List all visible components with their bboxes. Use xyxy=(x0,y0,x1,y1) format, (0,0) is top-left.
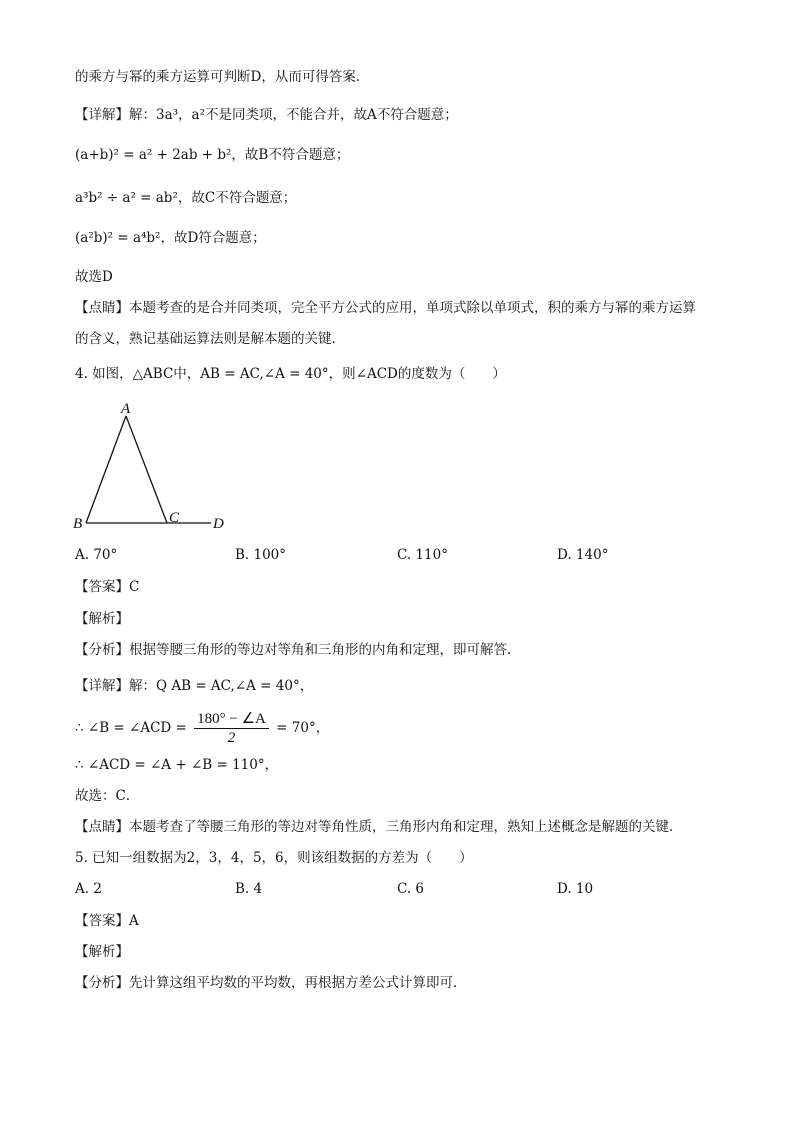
option-c: C. 110° xyxy=(397,547,448,563)
label-a: A xyxy=(121,401,131,417)
choose-line: 故选：C． xyxy=(75,788,140,804)
choose-line: 故选D xyxy=(75,269,113,285)
analysis-line: 【分析】先计算这组平均数的平均数，再根据方差公式计算即可． xyxy=(75,975,467,991)
detail-line: (a²b)² = a⁴b²，故D符合题意； xyxy=(75,230,266,246)
note-line: 【点睛】本题考查了等腰三角形的等边对等角性质，三角形内角和定理，熟知上述概念是解题的关键． xyxy=(75,819,683,835)
detail-line: (a+b)² = a² + 2ab + b²，故B不符合题意； xyxy=(75,147,350,163)
detail-line: 【详解】解：3a³，a²不是同类项，不能合并，故A不符合题意； xyxy=(75,107,458,123)
text-line: 的乘方与幂的乘方运算可判断D，从而可得答案． xyxy=(75,69,370,85)
option-a: A. 70° xyxy=(75,547,118,563)
fraction-denominator: 2 xyxy=(227,730,236,746)
option-d: D. 140° xyxy=(557,547,609,563)
option-a: A. 2 xyxy=(75,881,102,897)
label-c: C xyxy=(169,510,180,526)
answer-line: 【答案】C xyxy=(75,579,140,595)
formula-right: = 70°， xyxy=(276,720,330,736)
formula-line: ∴ ∠ACD = ∠A + ∠B = 110°， xyxy=(75,757,279,773)
triangle-figure xyxy=(70,398,240,533)
option-c: C. 6 xyxy=(397,881,425,897)
detail-line: 【详解】解：Q AB = AC,∠A = 40°， xyxy=(75,678,314,694)
fraction-numerator: 180° − ∠A xyxy=(194,710,269,729)
option-b: B. 100° xyxy=(235,547,287,563)
formula-left: ∴ ∠B = ∠ACD = xyxy=(75,720,187,736)
analysis-line: 【分析】根据等腰三角形的等边对等角和三角形的内角和定理，即可解答． xyxy=(75,642,521,658)
note-line: 【点睛】本题考查的是合并同类项，完全平方公式的应用，单项式除以单项式，积的乘方与幂的乘方运算 xyxy=(75,300,696,316)
label-b: B xyxy=(73,516,83,532)
answer-line: 【答案】A xyxy=(75,913,139,929)
question-5: 5. 已知一组数据为2，3，4，5，6，则该组数据的方差为（ ） xyxy=(75,850,473,866)
question-4: 4. 如图，△ABC中，AB = AC,∠A = 40°，则∠ACD的度数为（ ） xyxy=(75,366,506,382)
option-d: D. 10 xyxy=(557,881,594,897)
detail-line: a³b² ÷ a² = ab²，故C不符合题意； xyxy=(75,190,297,206)
analysis-header: 【解析】 xyxy=(75,611,129,627)
formula-line xyxy=(75,708,329,748)
note-line: 的含义，熟记基础运算法则是解本题的关键． xyxy=(75,331,345,347)
fraction xyxy=(194,710,269,747)
analysis-header: 【解析】 xyxy=(75,944,129,960)
option-b: B. 4 xyxy=(235,881,263,897)
label-d: D xyxy=(213,516,224,532)
